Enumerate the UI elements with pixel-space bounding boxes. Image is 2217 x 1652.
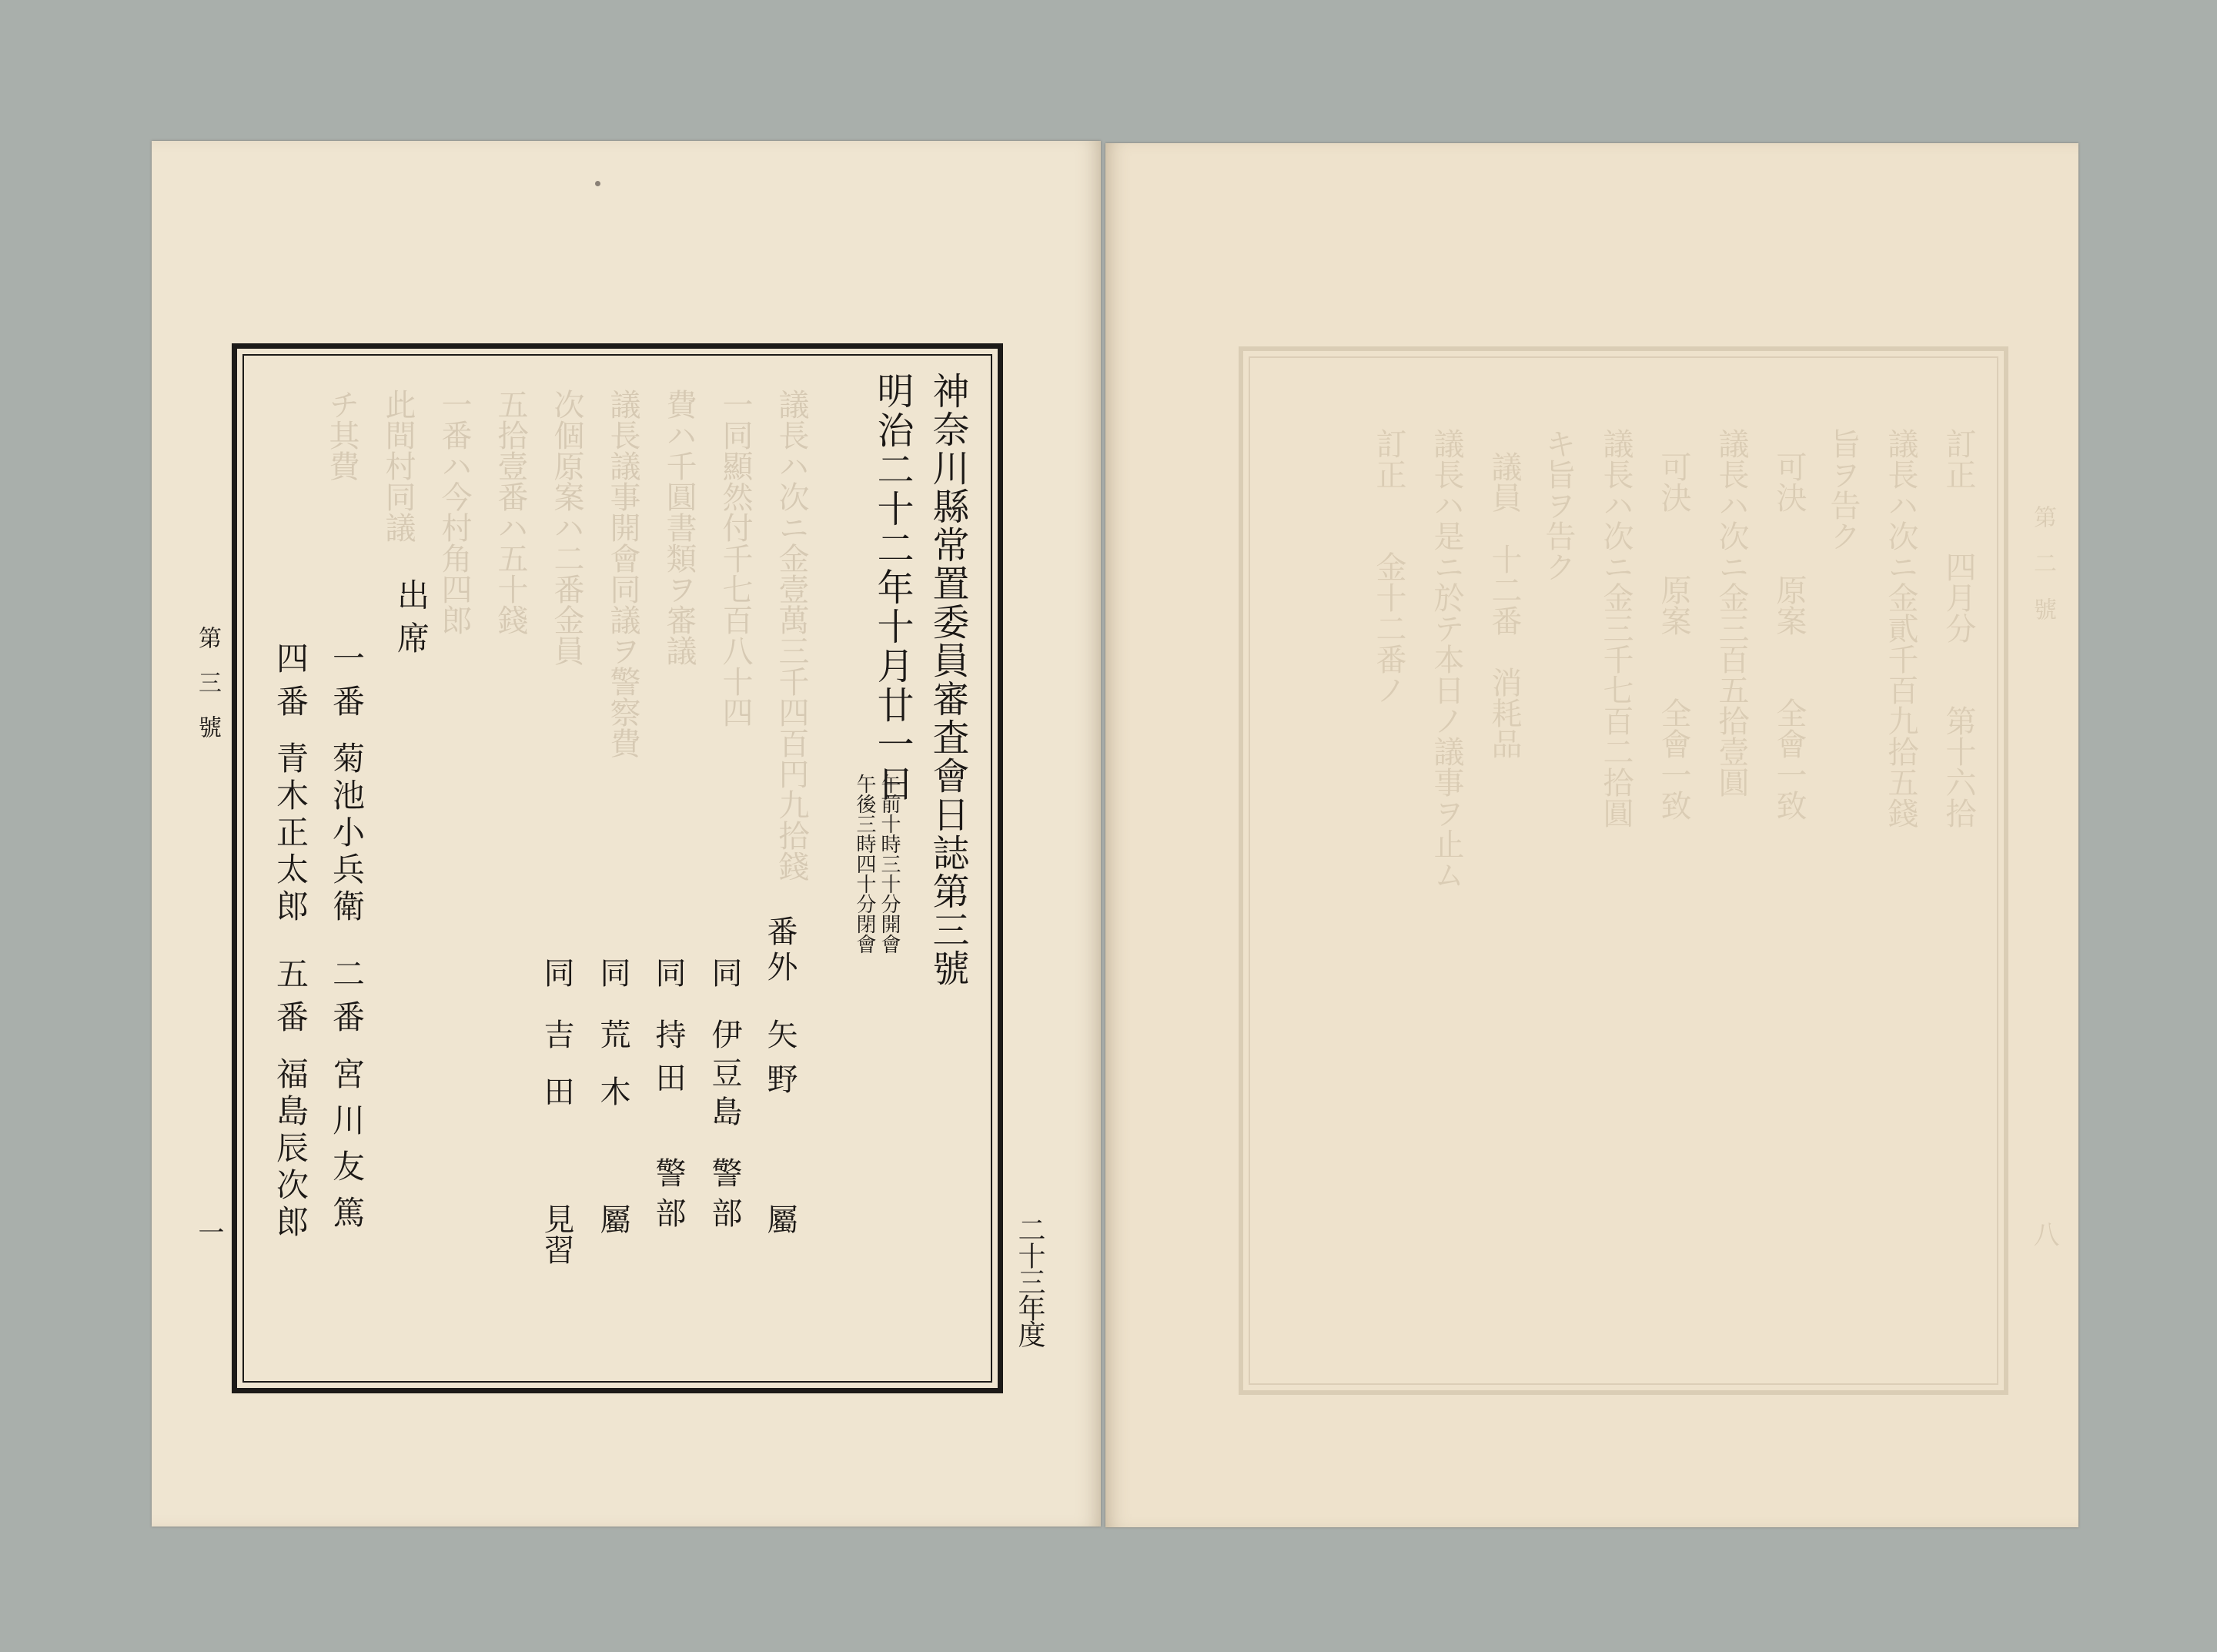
bleed-through-text: 一番ハ今村角四郎: [436, 389, 472, 635]
bleed-through-text: 議長ハ次ニ金三千七百二拾圓: [1598, 428, 1633, 828]
official-role: 屬: [595, 1203, 630, 1234]
bleed-through-text: 議長ハ次ニ金貳千百九拾五錢: [1883, 428, 1918, 828]
bleed-through-text: キ旨ヲ告ク: [1540, 428, 1576, 582]
bleed-through-text: 訂正 四月分 第十六拾: [1941, 428, 1976, 828]
bleed-through-text: 訂正 金十二番ノ: [1371, 428, 1406, 705]
bleed-through-text: 議長ハ次ニ金壹萬三千四百円九拾錢: [774, 389, 809, 881]
attendee-name: 福島辰次郎: [272, 1057, 309, 1242]
issue-margin-label: 第三號: [194, 626, 221, 760]
official-role: 警部: [707, 1157, 742, 1237]
official-seat: 同: [539, 957, 574, 988]
page-number: 八: [2028, 1221, 2059, 1247]
attendance-heading: 出席: [393, 578, 430, 664]
bleed-through-text: 此間村同議: [380, 389, 416, 543]
official-name: 伊豆島: [707, 1018, 742, 1134]
official-seat: 同: [595, 957, 630, 988]
attendee-seat: 一番: [328, 641, 366, 727]
official-name: 矢野: [762, 1018, 798, 1108]
meeting-date: 明治二十二年十月廿一日: [871, 372, 914, 804]
bleed-through-text: チ其費: [324, 389, 359, 481]
bleed-through-text: 議長ハ次ニ金三百五拾壹圓: [1714, 428, 1749, 798]
official-role: 見習: [539, 1203, 574, 1265]
bleed-through-text: 旨ヲ告ク: [1825, 428, 1861, 551]
page-number: 一: [193, 1219, 224, 1245]
binding-dot: [595, 181, 600, 186]
attendee-seat: 五番: [272, 957, 309, 1043]
official-role: 屬: [762, 1203, 798, 1234]
meeting-close-time: 午後三時四十分閉會: [853, 774, 876, 954]
attendee-name: 菊池小兵衛: [328, 741, 366, 926]
left-page: [152, 141, 1101, 1527]
official-role: 警部: [650, 1157, 686, 1237]
journal-title: 神奈川縣常置委員審査會日誌第三號: [926, 372, 969, 988]
attendee-seat: 四番: [272, 641, 309, 727]
bleed-through-text: 議員 十二番 消耗品: [1486, 451, 1522, 759]
bleed-through-text: 議長議事開會同議ヲ警察費: [605, 389, 640, 758]
official-seat: 同: [707, 957, 742, 988]
attendee-name: 青木正太郎: [272, 741, 309, 926]
meeting-open-time: 午前十時三十分開會: [878, 774, 901, 954]
attendee-name: 宮川友篤: [328, 1057, 366, 1242]
right-page: [1105, 143, 2078, 1527]
issue-margin-label: 第二號: [2029, 505, 2056, 644]
attendee-seat: 二番: [328, 957, 366, 1043]
official-seat: 同: [650, 957, 686, 988]
bleed-through-text: 可決 原案 全會一致: [1771, 451, 1807, 821]
official-name: 持田: [650, 1018, 686, 1105]
bleed-through-text: 一同顯然付千七百八十四: [717, 389, 753, 727]
official-name: 吉田: [539, 1018, 574, 1132]
bleed-through-text: 可決 原案 全會一致: [1656, 451, 1691, 821]
bleed-through-text: 次個原案ハ二番金員: [549, 389, 584, 666]
official-seat: 番外: [762, 915, 798, 986]
bleed-through-text: 議長ハ是ニ於テ本日ノ議事ヲ止ム: [1429, 428, 1464, 890]
bleed-through-text: 五拾壹番ハ五十錢: [493, 389, 528, 635]
official-name: 荒木: [595, 1018, 630, 1132]
fiscal-year-label: 二十三年度: [1014, 1216, 1045, 1346]
bleed-through-text: 費ハ千圓書類ヲ審議: [661, 389, 697, 666]
